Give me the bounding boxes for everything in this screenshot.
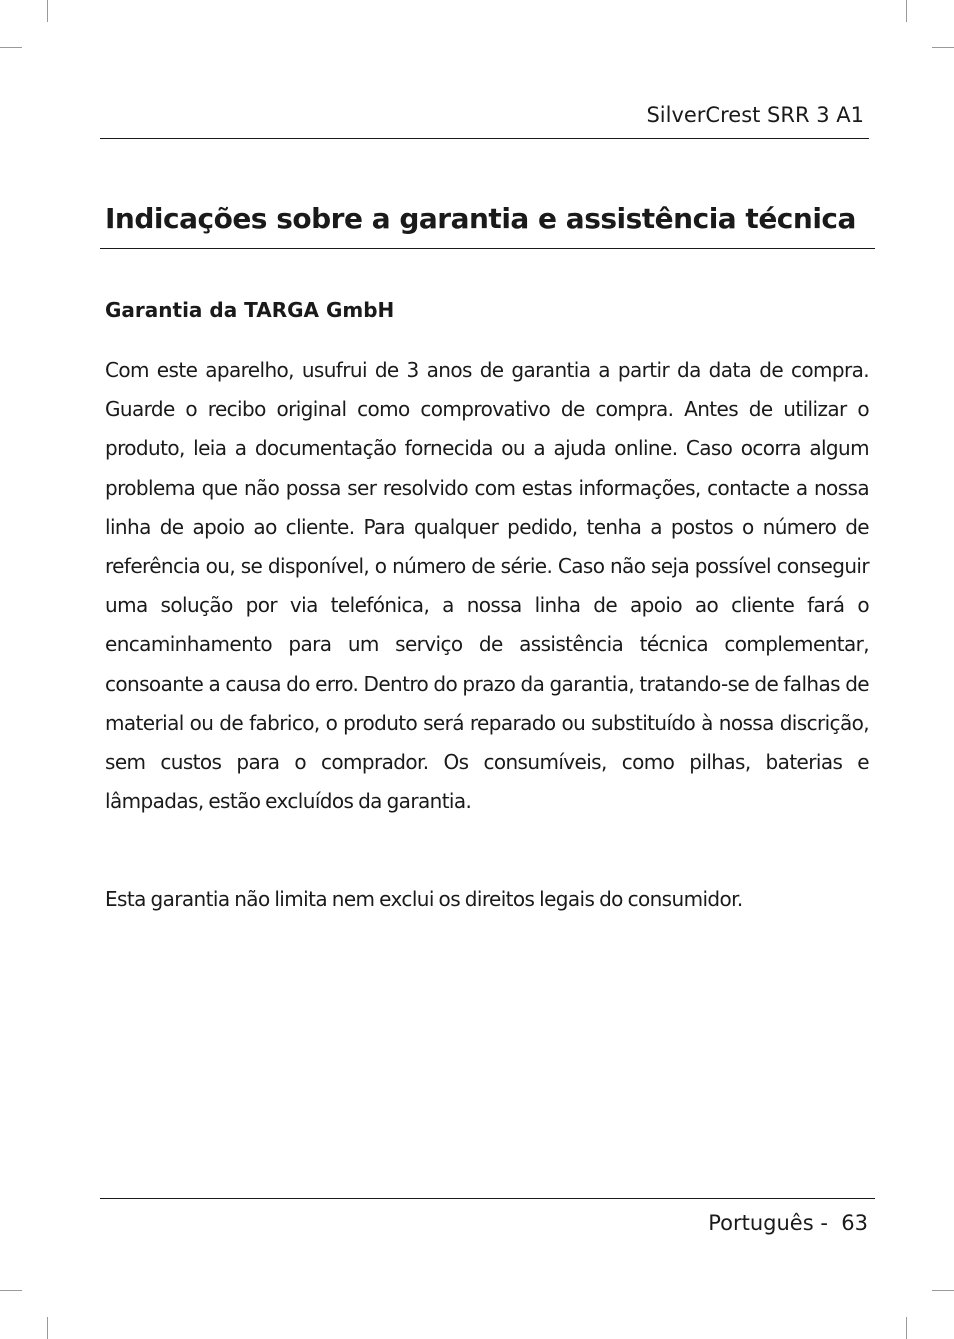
warranty-paragraph: Com este aparelho, usufrui de 3 anos de garantia a partir da data de compra. Guarde o recibo original como comprovativo de compra. Antes de utilizar o produto, leia a documentação fornecida ou a ajuda online. Caso ocorra algum problema que não possa ser resolvido com estas informações, contacte a nossa linha de apoio ao cliente. Para qualquer pedido, tenha a postos o número de referência ou, se disponível, o número de série. Caso não seja possível conseguir uma solução por via telefónica, a nossa linha de apoio ao cliente fará o encaminhamento para um serviço de assistência técnica complementar, consoante a causa do erro. Dentro do prazo da garantia, tratando-se de falhas de material ou de fabrico, o produto será reparado ou substituído à nossa discrição, sem custos para o comprador. Os consumíveis, como pilhas, baterias e lâmpadas, estão excluídos da garantia. bbox=[105, 358, 869, 814]
crop-mark bbox=[906, 0, 907, 22]
header-rule bbox=[100, 138, 869, 139]
crop-mark bbox=[906, 1317, 907, 1339]
header-product-name: SilverCrest SRR 3 A1 bbox=[646, 103, 864, 127]
section-subtitle: Garantia da TARGA GmbH bbox=[105, 298, 395, 322]
crop-mark bbox=[932, 1290, 954, 1291]
footer-page-number: Português - 63 bbox=[708, 1211, 868, 1235]
crop-mark bbox=[47, 1317, 48, 1339]
title-rule bbox=[100, 248, 875, 249]
crop-mark bbox=[932, 47, 954, 48]
section-title: Indicações sobre a garantia e assistência técnica bbox=[105, 202, 856, 235]
crop-mark bbox=[0, 47, 22, 48]
crop-mark bbox=[0, 1290, 22, 1291]
legal-rights-paragraph: Esta garantia não limita nem exclui os direitos legais do consumidor. bbox=[105, 887, 743, 911]
footer-rule bbox=[100, 1198, 875, 1199]
crop-mark bbox=[47, 0, 48, 22]
